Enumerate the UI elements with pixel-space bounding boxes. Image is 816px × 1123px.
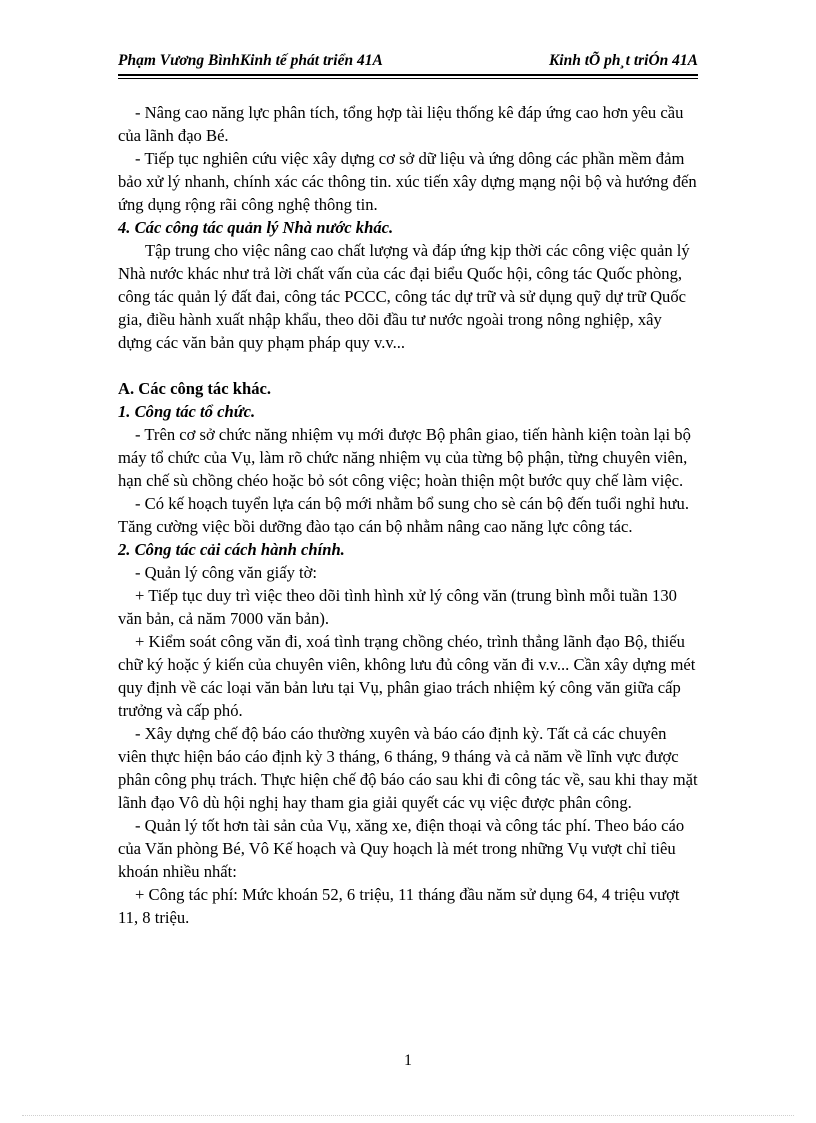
subsection-heading: 1. Công tác tổ chức. <box>118 402 256 421</box>
paragraph: + Công tác phí: Mức khoán 52, 6 triệu, 11 tháng đầu năm sử dụng 64, 4 triệu vượt 11, 8 triệu. <box>118 885 680 927</box>
header-course: Kinh tÕ ph¸t triÓn 41A <box>548 52 698 69</box>
header-rule-thick <box>118 74 698 76</box>
paragraph: - Quản lý tốt hơn tài sản của Vụ, xăng xe, điện thoại và công tác phí. Theo báo cáo của Văn phòng Bé, Vô Kế hoạch và Quy hoạch là mét trong những Vụ vượt chỉ tiêu khoán nhiều nhất: <box>118 816 685 881</box>
page-header <box>118 52 698 74</box>
document-body <box>118 101 698 929</box>
paragraph: - Có kế hoạch tuyển lựa cán bộ mới nhằm bổ sung cho sè cán bộ đến tuổi nghỉ hưu. Tăng cường việc bồi dưỡng đào tạo cán bộ nhằm nâng cao năng lực công tác. <box>118 494 689 536</box>
section-heading: A. Các công tác khác. <box>118 379 272 398</box>
footer-dotted-line <box>22 1115 794 1116</box>
subsection-heading: 2. Công tác cải cách hành chính. <box>118 540 345 559</box>
section-heading: 4. Các công tác quản lý Nhà nước khác. <box>118 218 394 237</box>
paragraph: Tập trung cho việc nâng cao chất lượng và đáp ứng kịp thời các công việc quản lý Nhà nước khác như trả lời chất vấn của các đại biểu Quốc hội, công tác Quốc phòng, công tác quản lý đất đai, công tác PCCC, công tác dự trữ và sử dụng quỹ dự trữ Quốc gia, điều hành xuất nhập khẩu, theo dõi đầu tư nước ngoài trong nông nghiệp, xây dựng các văn bản quy phạm pháp quy v.v... <box>118 241 690 352</box>
paragraph: - Trên cơ sở chức năng nhiệm vụ mới được Bộ phân giao, tiến hành kiện toàn lại bộ máy tổ chức của Vụ, làm rõ chức năng nhiệm vụ của từng bộ phận, từng chuyên viên, hạn chế sù chồng chéo hoặc bỏ sót công việc; hoàn thiện một bước quy chế làm việc. <box>118 425 691 490</box>
paragraph: + Kiểm soát công văn đi, xoá tình trạng chồng chéo, trình thẳng lãnh đạo Bộ, thiếu chữ ký hoặc ý kiến của chuyên viên, không lưu đủ công văn đi v.v... Cần xây dựng mét quy định về các loại văn bản lưu tại Vụ, phân giao trách nhiệm ký công văn giữa cấp trưởng và cấp phó. <box>118 632 696 720</box>
header-author-course: Phạm Vương BìnhKinh tế phát triển 41A <box>118 52 383 69</box>
paragraph: - Quản lý công văn giấy tờ: <box>135 563 318 582</box>
paragraph: - Nâng cao năng lực phân tích, tổng hợp tài liệu thống kê đáp ứng cao hơn yêu cầu của lãnh đạo Bé. <box>118 103 684 145</box>
paragraph: - Xây dựng chế độ báo cáo thường xuyên và báo cáo định kỳ. Tất cả các chuyên viên thực hiện báo cáo định kỳ 3 tháng, 6 tháng, 9 tháng và cả năm về lĩnh vực được phân công phụ trách. Thực hiện chế độ báo cáo sau khi đi công tác về, sau khi thay mặt lãnh đạo Vô dù hội nghị hay tham gia giải quyết các vụ việc được phân công. <box>118 724 698 812</box>
header-rule-thin <box>118 78 698 79</box>
paragraph: + Tiếp tục duy trì việc theo dõi tình hình xử lý công văn (trung bình mỗi tuần 130 văn bản, cả năm 7000 văn bản). <box>118 586 677 628</box>
spacer <box>118 354 698 377</box>
page-number: 1 <box>404 1052 412 1069</box>
paragraph: - Tiếp tục nghiên cứu việc xây dựng cơ sở dữ liệu và ứng dông các phần mềm đảm bảo xử lý nhanh, chính xác các thông tin. xúc tiến xây dựng mạng nội bộ và hướng đến ứng dụng rộng rãi công nghệ thông tin. <box>118 149 697 214</box>
